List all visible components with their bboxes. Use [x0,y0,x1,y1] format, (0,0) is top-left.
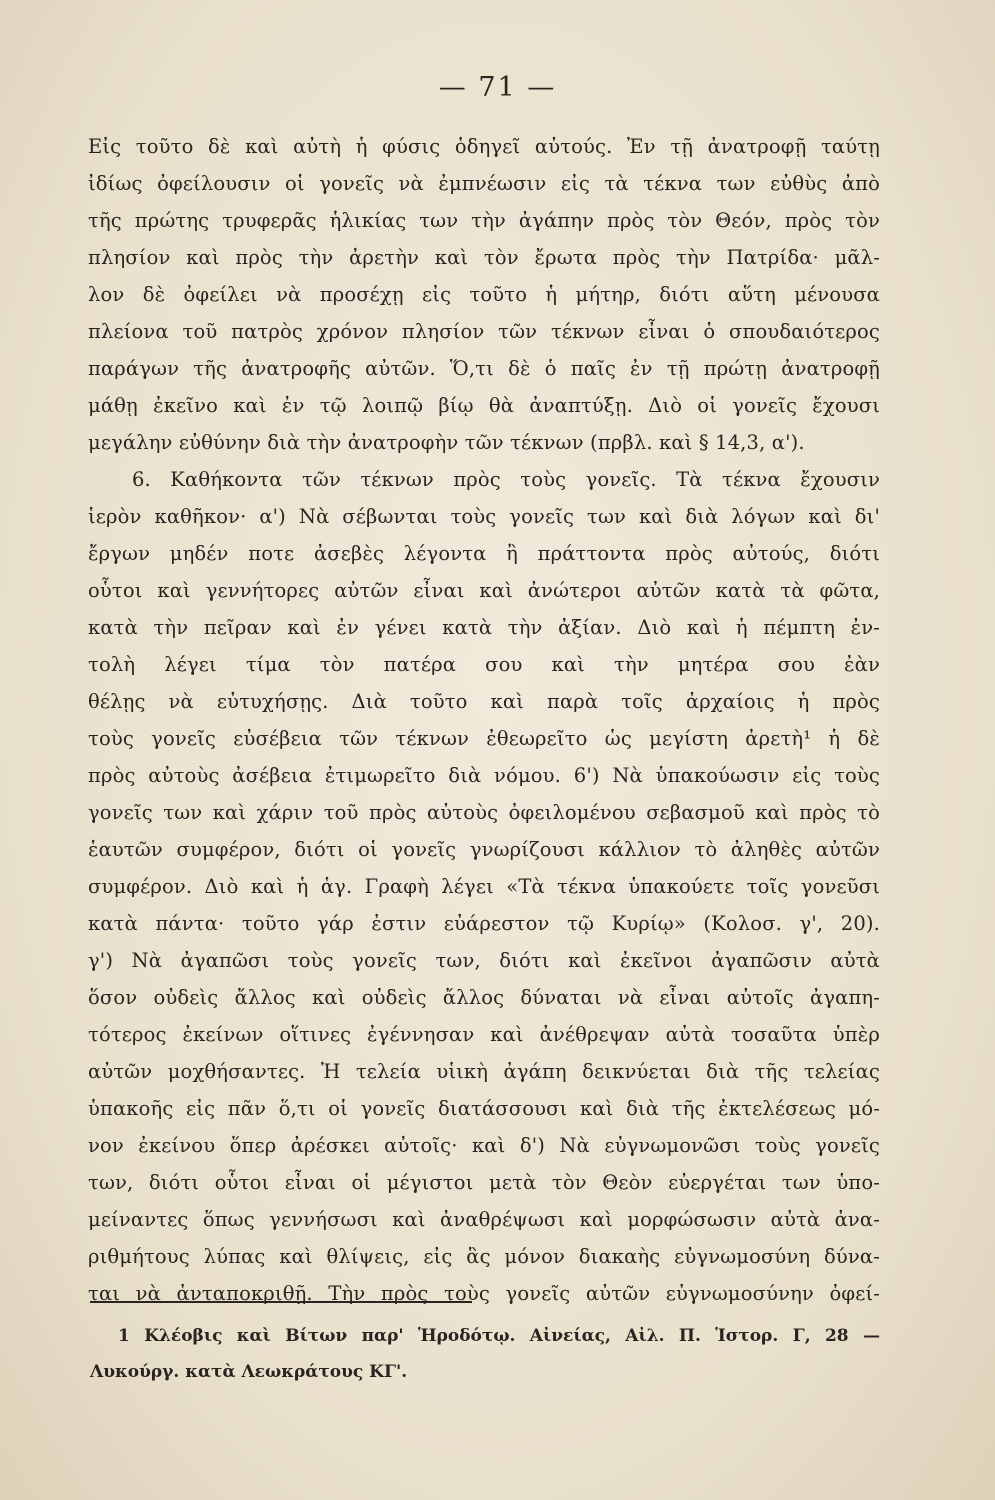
text-line: των, διότι οὗτοι εἶναι οἱ μέγιστοι μετὰ τὸν Θεὸν εὐεργέται των ὑπο- [88,1171,880,1194]
text-line: ὑπακοῆς εἰς πᾶν ὅ,τι οἱ γονεῖς διατάσσουσι καὶ διὰ τῆς ἐκτελέσεως μό- [88,1097,880,1120]
text-line: μάθῃ ἐκεῖνο καὶ ἐν τῷ λοιπῷ βίῳ θὰ ἀναπτύξῃ. Διὸ οἱ γονεῖς ἔχουσι [88,394,880,417]
text-line: Εἰς τοῦτο δὲ καὶ αὐτὴ ἡ φύσις ὁδηγεῖ αὐτούς. Ἐν τῇ ἀνατροφῇ ταύτῃ [88,135,880,158]
text-line: ἔργων μηδέν ποτε ἀσεβὲς λέγοντα ἢ πράττοντα πρὸς αὐτούς, διότι [88,542,880,565]
text-line: γ') Νὰ ἀγαπῶσι τοὺς γονεῖς των, διότι καὶ ἐκεῖνοι ἀγαπῶσιν αὐτὰ [88,949,880,972]
body-text [88,128,880,1312]
text-line: κατὰ τὴν πεῖραν καὶ ἐν γένει κατὰ τὴν ἀξίαν. Διὸ καὶ ἡ πέμπτη ἐν- [88,616,880,639]
text-line: αὐτῶν μοχθήσαντες. Ἡ τελεία υἱικὴ ἀγάπη δεικνύεται διὰ τῆς τελείας [88,1060,880,1083]
text-line: πλείονα τοῦ πατρὸς χρόνον πλησίον τῶν τέκνων εἶναι ὁ σπουδαιότερος [88,320,880,343]
text-line: ὅσον οὐδεὶς ἄλλος καὶ οὐδεὶς ἄλλος δύναται νὰ εἶναι αὐτοῖς ἀγαπη- [88,986,880,1009]
text-line: νον ἐκείνου ὅπερ ἀρέσκει αὐτοῖς· καὶ δ') Νὰ εὐγνωμονῶσι τοὺς γονεῖς [88,1134,880,1157]
footnote-divider [90,1301,472,1303]
text-line: μείναντες ὅπως γεννήσωσι καὶ ἀναθρέψωσι καὶ μορφώσωσιν αὐτὰ ἀνα- [88,1208,880,1231]
text-line: μεγάλην εὐθύνην διὰ τὴν ἀνατροφὴν τῶν τέκνων (πρβλ. καὶ § 14,3, α'). [88,431,805,454]
text-line: ἰδίως ὀφείλουσιν οἱ γονεῖς νὰ ἐμπνέωσιν εἰς τὰ τέκνα των εὐθὺς ἀπὸ [88,172,880,195]
footnote-line: 1 Κλέοβις καὶ Βίτων παρ' Ἡροδότῳ. Αἰνείας, Αἰλ. Π. Ἱστορ. Γ, 28 — [118,1326,880,1346]
text-line: πρὸς αὐτοὺς ἀσέβεια ἐτιμωρεῖτο διὰ νόμου. 6') Νὰ ὑπακούωσιν εἰς τοὺς [88,764,880,787]
text-line: τοὺς γονεῖς εὐσέβεια τῶν τέκνων ἐθεωρεῖτο ὡς μεγίστη ἀρετὴ¹ ἡ δὲ [88,727,880,750]
page-number: — 71 — [438,72,557,103]
text-line: τολὴ λέγει τίμα τὸν πατέρα σου καὶ τὴν μητέρα σου ἐὰν [88,653,880,676]
footnotes [90,1318,880,1390]
text-line: τῆς πρώτης τρυφερᾶς ἡλικίας των τὴν ἀγάπην πρὸς τὸν Θεόν, πρὸς τὸν [88,209,880,232]
footnote-line: Λυκούργ. κατὰ Λεωκράτους ΚΓ'. [90,1362,408,1382]
section-heading-line: 6. Καθήκοντα τῶν τέκνων πρὸς τοὺς γονεῖς. Τὰ τέκνα ἔχουσιν [132,468,880,491]
text-line: πλησίον καὶ πρὸς τὴν ἀρετὴν καὶ τὸν ἔρωτα πρὸς τὴν Πατρίδα· μᾶλ- [88,246,880,269]
text-line: συμφέρον. Διὸ καὶ ἡ ἁγ. Γραφὴ λέγει «Τὰ τέκνα ὑπακούετε τοῖς γονεῦσι [88,875,880,898]
text-line: ἱερὸν καθῆκον· α') Νὰ σέβωνται τοὺς γονεῖς των καὶ διὰ λόγων καὶ δι' [88,505,880,528]
text-line: κατὰ πάντα· τοῦτο γάρ ἐστιν εὐάρεστον τῷ Κυρίῳ» (Κολοσ. γ', 20). [88,912,880,935]
text-line: ται νὰ ἀνταποκριθῇ. Τὴν πρὸς τοὺς γονεῖς αὐτῶν εὐγνωμοσύνην ὀφεί- [88,1282,880,1305]
text-line: οὗτοι καὶ γεννήτορες αὐτῶν εἶναι καὶ ἀνώτεροι αὐτῶν κατὰ τὰ φῶτα, [88,579,880,602]
text-line: ἑαυτῶν συμφέρον, διότι οἱ γονεῖς γνωρίζουσι κάλλιον τὸ ἀληθὲς αὐτῶν [88,838,880,861]
text-line: λον δὲ ὀφείλει νὰ προσέχῃ εἰς τοῦτο ἡ μήτηρ, διότι αὕτη μένουσα [88,283,880,306]
text-line: τότερος ἐκείνων οἵτινες ἐγέννησαν καὶ ἀνέθρεψαν αὐτὰ τοσαῦτα ὑπὲρ [88,1023,880,1046]
text-line: γονεῖς των καὶ χάριν τοῦ πρὸς αὐτοὺς ὀφειλομένου σεβασμοῦ καὶ πρὸς τὸ [88,801,880,824]
text-line: ριθμήτους λύπας καὶ θλίψεις, εἰς ἃς μόνον διακαὴς εὐγνωμοσύνη δύνα- [88,1245,880,1268]
text-line: παράγων τῆς ἀνατροφῆς αὐτῶν. Ὅ,τι δὲ ὁ παῖς ἐν τῇ πρώτῃ ἀνατροφῇ [88,357,880,380]
text-line: θέλῃς νὰ εὐτυχήσῃς. Διὰ τοῦτο καὶ παρὰ τοῖς ἀρχαίοις ἡ πρὸς [88,690,880,713]
